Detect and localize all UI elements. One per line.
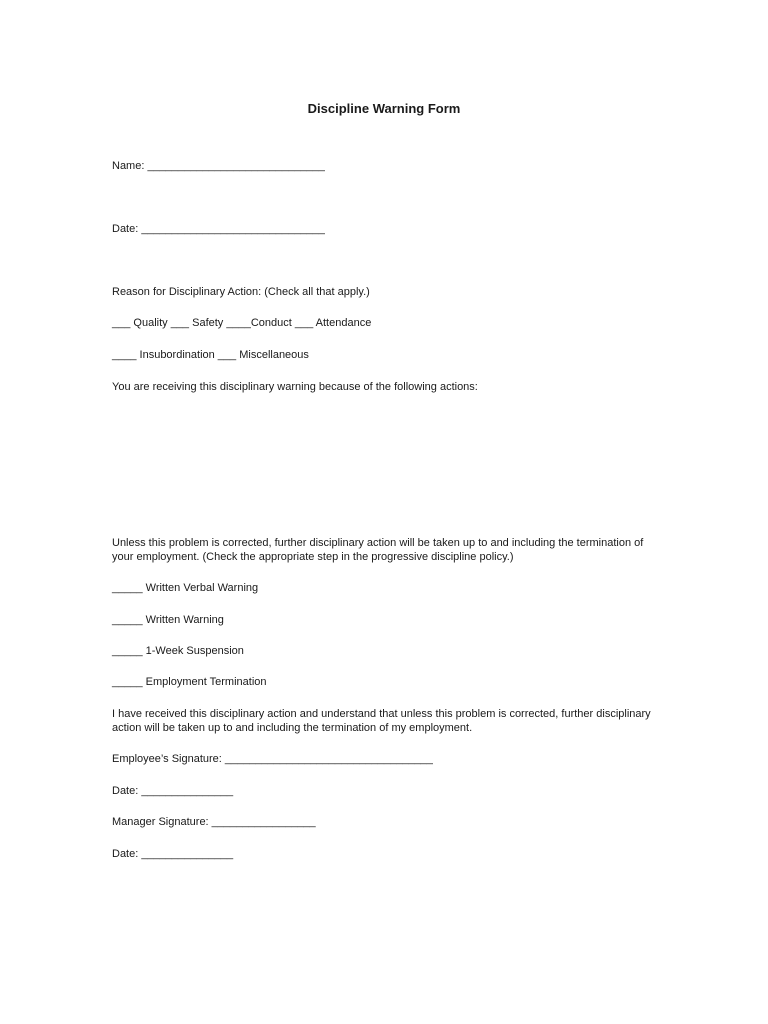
page-title: Discipline Warning Form bbox=[307, 101, 461, 116]
reason-options-row-2: ____ Insubordination ___ Miscellaneous bbox=[112, 349, 309, 361]
manager-signature-line: Manager Signature: _________________ bbox=[112, 816, 316, 828]
date-field-line: Date: ______________________________ bbox=[112, 223, 325, 235]
step-item-suspension: _____ 1-Week Suspension bbox=[112, 645, 244, 657]
employee-date-line: Date: _______________ bbox=[112, 785, 234, 797]
step-item-termination: _____ Employment Termination bbox=[112, 676, 267, 688]
step-item-written-warning: _____ Written Warning bbox=[112, 614, 224, 626]
warning-paragraph: Unless this problem is corrected, further disciplinary action will be taken up to and including the termination of your employment. (Check the appropriate step in the progressive discipline policy.) bbox=[112, 537, 644, 563]
manager-date-line: Date: _______________ bbox=[112, 848, 234, 860]
acknowledgment-paragraph: I have received this disciplinary action and understand that unless this problem is corrected, further disciplinary action will be taken up to and including the termination of my employment. bbox=[112, 708, 651, 734]
name-field-line: Name: _____________________________ bbox=[112, 160, 325, 172]
step-item-verbal-warning: _____ Written Verbal Warning bbox=[112, 582, 259, 594]
actions-intro-text: You are receiving this disciplinary warning because of the following actions: bbox=[112, 381, 478, 393]
reason-heading: Reason for Disciplinary Action: (Check all that apply.) bbox=[112, 286, 370, 298]
reason-options-row-1: ___ Quality ___ Safety ____Conduct ___ Attendance bbox=[112, 317, 372, 329]
employee-signature-line: Employee’s Signature: __________________________________ bbox=[112, 753, 433, 765]
